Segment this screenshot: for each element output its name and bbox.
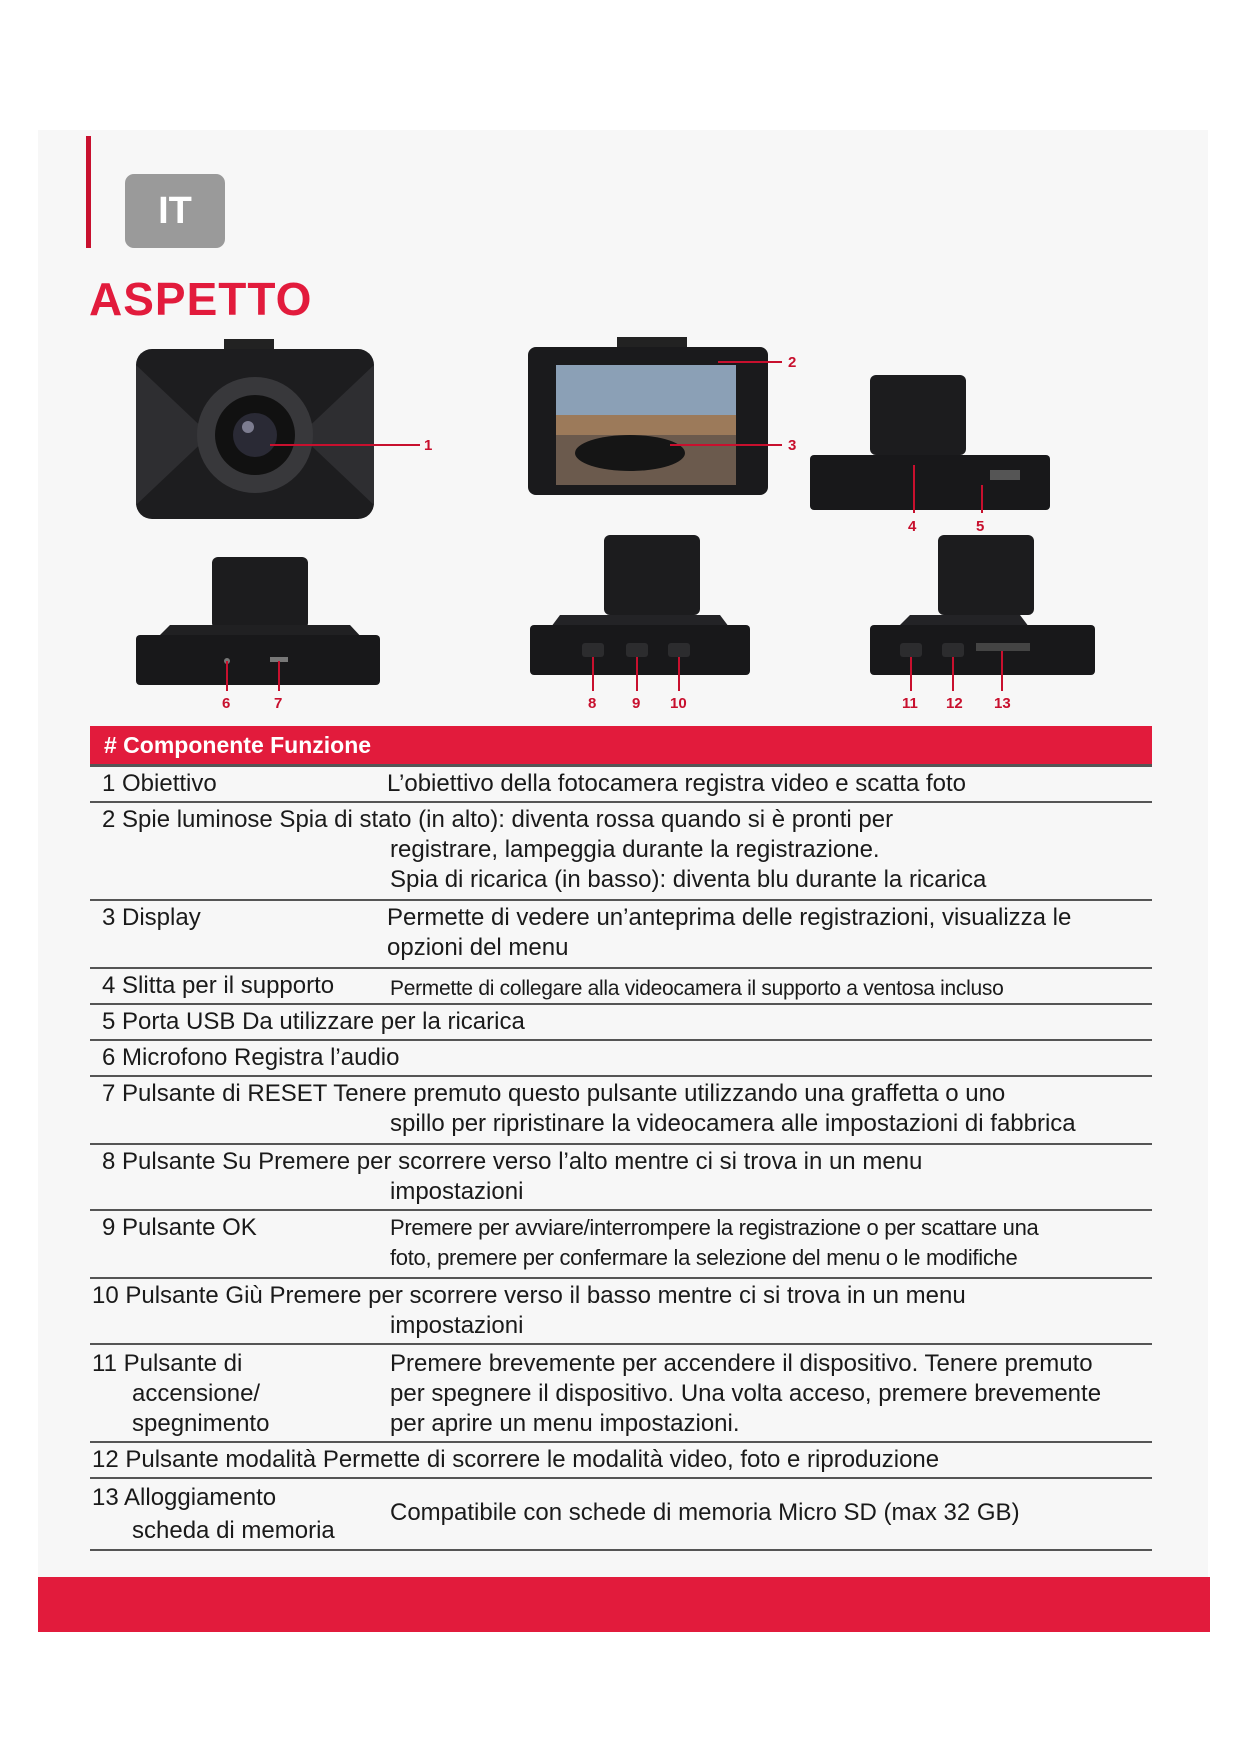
table-header: # Componente Funzione bbox=[90, 726, 1152, 767]
camera-front-image bbox=[136, 339, 420, 519]
component-cell: 3 Display bbox=[102, 904, 201, 931]
table-row bbox=[90, 1211, 1152, 1279]
function-cell: impostazioni bbox=[390, 1312, 524, 1339]
product-figure bbox=[120, 335, 1150, 715]
table-row bbox=[90, 1005, 1152, 1041]
component-cell: 5 Porta USB Da utilizzare per la ricarica bbox=[102, 1008, 525, 1035]
figure-label: 4 bbox=[908, 518, 917, 535]
figure-label: 6 bbox=[222, 695, 231, 712]
camera-side-left-image bbox=[530, 535, 750, 691]
component-cell: 7 Pulsante di RESET Tenere premuto questo pulsante utilizzando una graffetta o uno bbox=[102, 1080, 1006, 1107]
component-cell: 12 Pulsante modalità Permette di scorrere le modalità video, foto e riproduzione bbox=[92, 1446, 940, 1473]
table-row bbox=[90, 969, 1152, 1005]
page-title: ASPETTO bbox=[89, 273, 313, 325]
function-cell: Permette di vedere un’anteprima delle registrazioni, visualizza le opzioni del menu bbox=[387, 904, 1072, 961]
function-cell: spillo per ripristinare la videocamera alle impostazioni di fabbrica bbox=[390, 1110, 1076, 1137]
table-row bbox=[90, 1279, 1152, 1345]
figure-label: 10 bbox=[670, 695, 687, 712]
language-badge: IT bbox=[125, 174, 225, 248]
function-cell: Premere brevemente per accendere il dispositivo. Tenere premuto per spegnere il dispositivo. Una volta acceso, premere brevemente per aprire un menu impostazioni. bbox=[390, 1350, 1102, 1437]
component-cell: 8 Pulsante Su Premere per scorrere verso l’alto mentre ci si trova in un menu bbox=[102, 1148, 923, 1175]
function-cell: Premere per avviare/interrompere la registrazione o per scattare una foto, premere per confermare la selezione del menu o le modifiche bbox=[390, 1215, 1039, 1270]
function-cell: L’obiettivo della fotocamera registra video e scatta foto bbox=[387, 770, 966, 797]
camera-bottom-image bbox=[810, 375, 1050, 513]
function-cell: Compatibile con schede di memoria Micro SD (max 32 GB) bbox=[390, 1499, 1020, 1526]
table-row bbox=[90, 1077, 1152, 1145]
component-cell: 11 Pulsante di accensione/ spegnimento bbox=[92, 1350, 270, 1437]
components-table bbox=[90, 726, 1152, 1551]
camera-top-image bbox=[136, 557, 380, 691]
table-row bbox=[90, 767, 1152, 803]
table-row bbox=[90, 1041, 1152, 1077]
camera-side-right-image bbox=[870, 535, 1095, 691]
figure-label: 2 bbox=[788, 354, 797, 371]
table-row bbox=[90, 1479, 1152, 1551]
table-row bbox=[90, 803, 1152, 901]
component-cell: 1 Obiettivo bbox=[102, 770, 217, 797]
function-cell: impostazioni bbox=[390, 1178, 524, 1205]
component-cell: 2 Spie luminose Spia di stato (in alto): diventa rossa quando si è pronti per bbox=[102, 806, 894, 833]
function-cell: Permette di collegare alla videocamera il supporto a ventosa incluso bbox=[390, 977, 1004, 1000]
figure-label: 1 bbox=[424, 437, 433, 454]
component-cell: 6 Microfono Registra l’audio bbox=[102, 1044, 400, 1071]
figure-label: 3 bbox=[788, 437, 797, 454]
figure-label: 12 bbox=[946, 695, 963, 712]
component-cell: 4 Slitta per il supporto bbox=[102, 972, 335, 999]
figure-label: 7 bbox=[274, 695, 283, 712]
component-cell: 10 Pulsante Giù Premere per scorrere verso il basso mentre ci si trova in un menu bbox=[92, 1282, 966, 1309]
footer-bar bbox=[38, 1577, 1210, 1632]
table-row bbox=[90, 1345, 1152, 1443]
table-row bbox=[90, 1443, 1152, 1479]
figure-label: 9 bbox=[632, 695, 641, 712]
component-cell: 9 Pulsante OK bbox=[102, 1214, 257, 1241]
function-cell: registrare, lampeggia durante la registrazione. Spia di ricarica (in basso): diventa blu durante la ricarica bbox=[390, 836, 987, 893]
figure-label: 5 bbox=[976, 518, 985, 535]
table-row bbox=[90, 1145, 1152, 1211]
language-marker-bar bbox=[86, 136, 91, 248]
table-row bbox=[90, 901, 1152, 969]
figure-label: 13 bbox=[994, 695, 1011, 712]
figure-label: 11 bbox=[902, 695, 918, 712]
figure-label: 8 bbox=[588, 695, 597, 712]
component-cell: 13 Alloggiamento scheda di memoria bbox=[92, 1484, 335, 1544]
camera-rear-image bbox=[528, 337, 782, 495]
